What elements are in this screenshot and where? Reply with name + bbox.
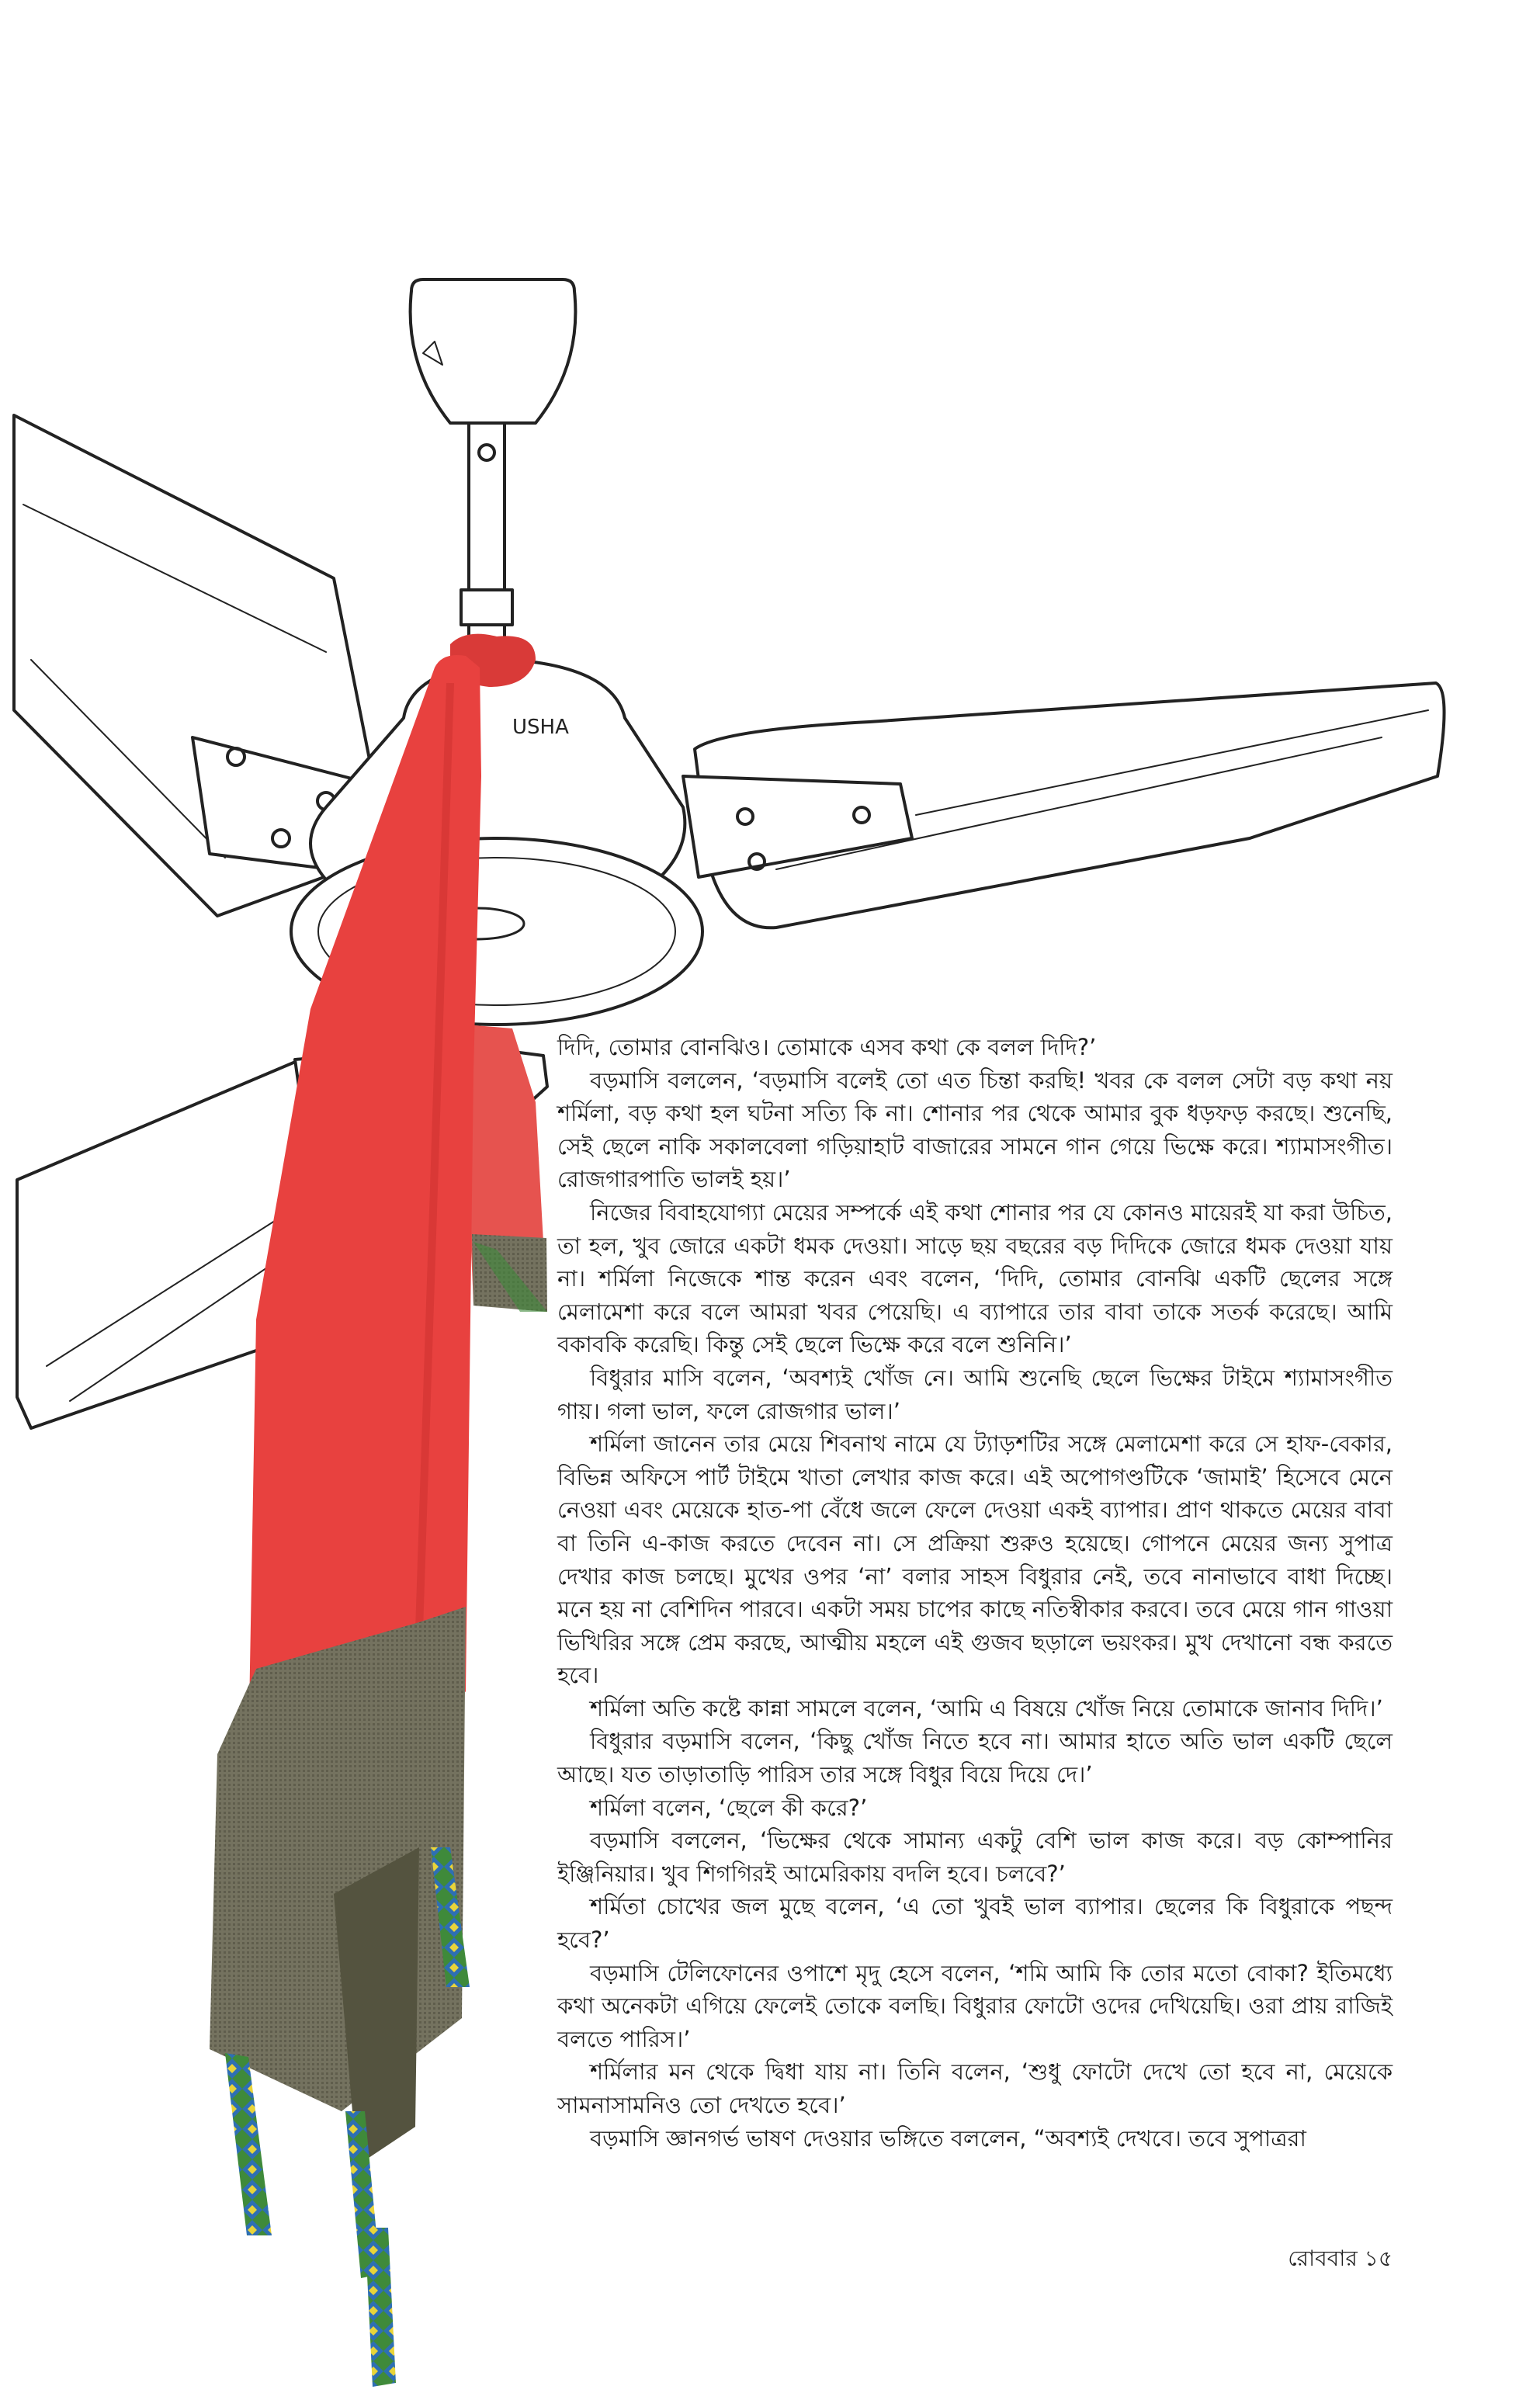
page-folio: রোববার ১৫ [1288,2246,1393,2271]
article-paragraph: শর্মিলা বলেন, ‘ছেলে কী করে?’ [590,1794,868,1821]
article-paragraph: বড়মাসি জ্ঞানগর্ভ ভাষণ দেওয়ার ভঙ্গিতে বললেন, “অবশ্যই দেখবে। তবে সুপাত্ররা [590,2124,1306,2152]
article-body [557,1031,1393,2155]
article-paragraph: বড়মাসি বললেন, ‘ভিক্ষের থেকে সামান্য একটু বেশি ভাল কাজ করে। বড় কোম্পানির ইঞ্জিনিয়ার। খুব শিগগিরই আমেরিকায় বদলি হবে। চলবে?’ [557,1827,1393,1887]
article-paragraph: বড়মাসি টেলিফোনের ওপাশে মৃদু হেসে বলেন, ‘শমি আমি কি তোর মতো বোকা? ইতিমধ্যে কথা অনেকটা এগিয়ে ফেলেই তোকে বলছি। বিধুরার ফোটো ওদের দেখিয়েছি। ওরা প্রায় রাজিই বলতে পারিস।’ [557,1959,1393,2052]
article-paragraph: বিধুরার বড়মাসি বলেন, ‘কিছু খোঁজ নিতে হবে না। আমার হাতে অতি ভাল একটি ছেলে আছে। যত তাড়াতাড়ি পারিস তার সঙ্গে বিধুর বিয়ে দিয়ে দে।’ [557,1728,1393,1788]
article-paragraph: শর্মিতা চোখের জল মুছে বলেন, ‘এ তো খুবই ভাল ব্যাপার। ছেলের কি বিধুরাকে পছন্দ হবে?’ [557,1893,1393,1954]
article-paragraph: শর্মিলার মন থেকে দ্বিধা যায় না। তিনি বলেন, ‘শুধু ফোটো দেখে তো হবে না, মেয়েকে সামনাসামনিও তো দেখতে হবে।’ [557,2058,1393,2118]
article-paragraph: শর্মিলা জানেন তার মেয়ে শিবনাথ নামে যে ট্যাড়শটির সঙ্গে মেলামেশা করে সে হাফ-বেকার, বিভিন্ন অফিসে পার্ট টাইমে খাতা লেখার কাজ করে। এই অপোগণ্ডটিকে ‘জামাই’ হিসেবে মেনে নেওয়া এবং মেয়েকে হাত-পা বেঁধে জলে ফেলে দেওয়া একই ব্যাপার। প্রাণ থাকতে মেয়ের বাবা বা তিনি এ-কাজ করতে দেবেন না। সে প্রক্রিয়া শুরুও হয়েছে। গোপনে মেয়ের জন্য সুপাত্র দেখার কাজ চলছে। মুখের ওপর ‘না’ বলার সাহস বিধুরার নেই, তবে নানাভাবে বাধা দিচ্ছে। মনে হয় না বেশিদিন পারবে। একটা সময় চাপের কাছে নতিস্বীকার করবে। তবে মেয়ে গান গাওয়া ভিখিরির সঙ্গে প্রেম করছে, আত্মীয় মহলে এই গুজব ছড়ালে ভয়ংকর। মুখ দেখানো বন্ধ করতে হবে। [557,1431,1393,1689]
fan-brand-text: USHA [512,716,569,739]
article-paragraph: নিজের বিবাহযোগ্যা মেয়ের সম্পর্কে এই কথা শোনার পর যে কোনও মায়েরই যা করা উচিত, তা হল, খুব জোরে একটা ধমক দেওয়া। সাড়ে ছয় বছরের বড় দিদিকে জোরে ধমক দেওয়া যায় না। শর্মিলা নিজেকে শান্ত করেন এবং বলেন, ‘দিদি, তোমার বোনঝি একটি ছেলের সঙ্গে মেলামেশা করে বলে আমরা খবর পেয়েছি। এ ব্যাপারে তার বাবা তাকে সতর্ক করেছে। আমি বকাবকি করেছি। কিন্তু সেই ছেলে ভিক্ষে করে বলে শুনিনি।’ [557,1198,1393,1358]
scarf-border [210,1607,466,2111]
scarf-tassel [365,2228,396,2387]
article-paragraph: বিধুরার মাসি বলেন, ‘অবশ্যই খোঁজ নে। আমি শুনেছি ছেলে ভিক্ষের টাইমে শ্যামাসংগীত গায়। গলা ভাল, ফলে রোজগার ভাল।’ [557,1364,1393,1424]
article-paragraph: বড়মাসি বললেন, ‘বড়মাসি বলেই তো এত চিন্তা করছি! খবর কে বলল সেটা বড় কথা নয় শর্মিলা, বড় কথা হল ঘটনা সত্যি কি না। শোনার পর থেকে আমার বুক ধড়ফড় করছে। শুনেছি, সেই ছেলে নাকি সকালবেলা গড়িয়াহাট বাজারের সামনে গান গেয়ে ভিক্ষে করে। শ্যামাসংগীত। রোজগারপাতি ভালই হয়।’ [557,1066,1393,1193]
article-paragraph: শর্মিলা অতি কষ্টে কান্না সামলে বলেন, ‘আমি এ বিষয়ে খোঁজ নিয়ে তোমাকে জানাব দিদি।’ [590,1694,1383,1722]
fan-canopy [411,279,576,423]
article-paragraph: দিদি, তোমার বোনঝিও। তোমাকে এসব কথা কে বলল দিদি?’ [557,1034,1097,1060]
scarf-tassel [225,2053,272,2235]
